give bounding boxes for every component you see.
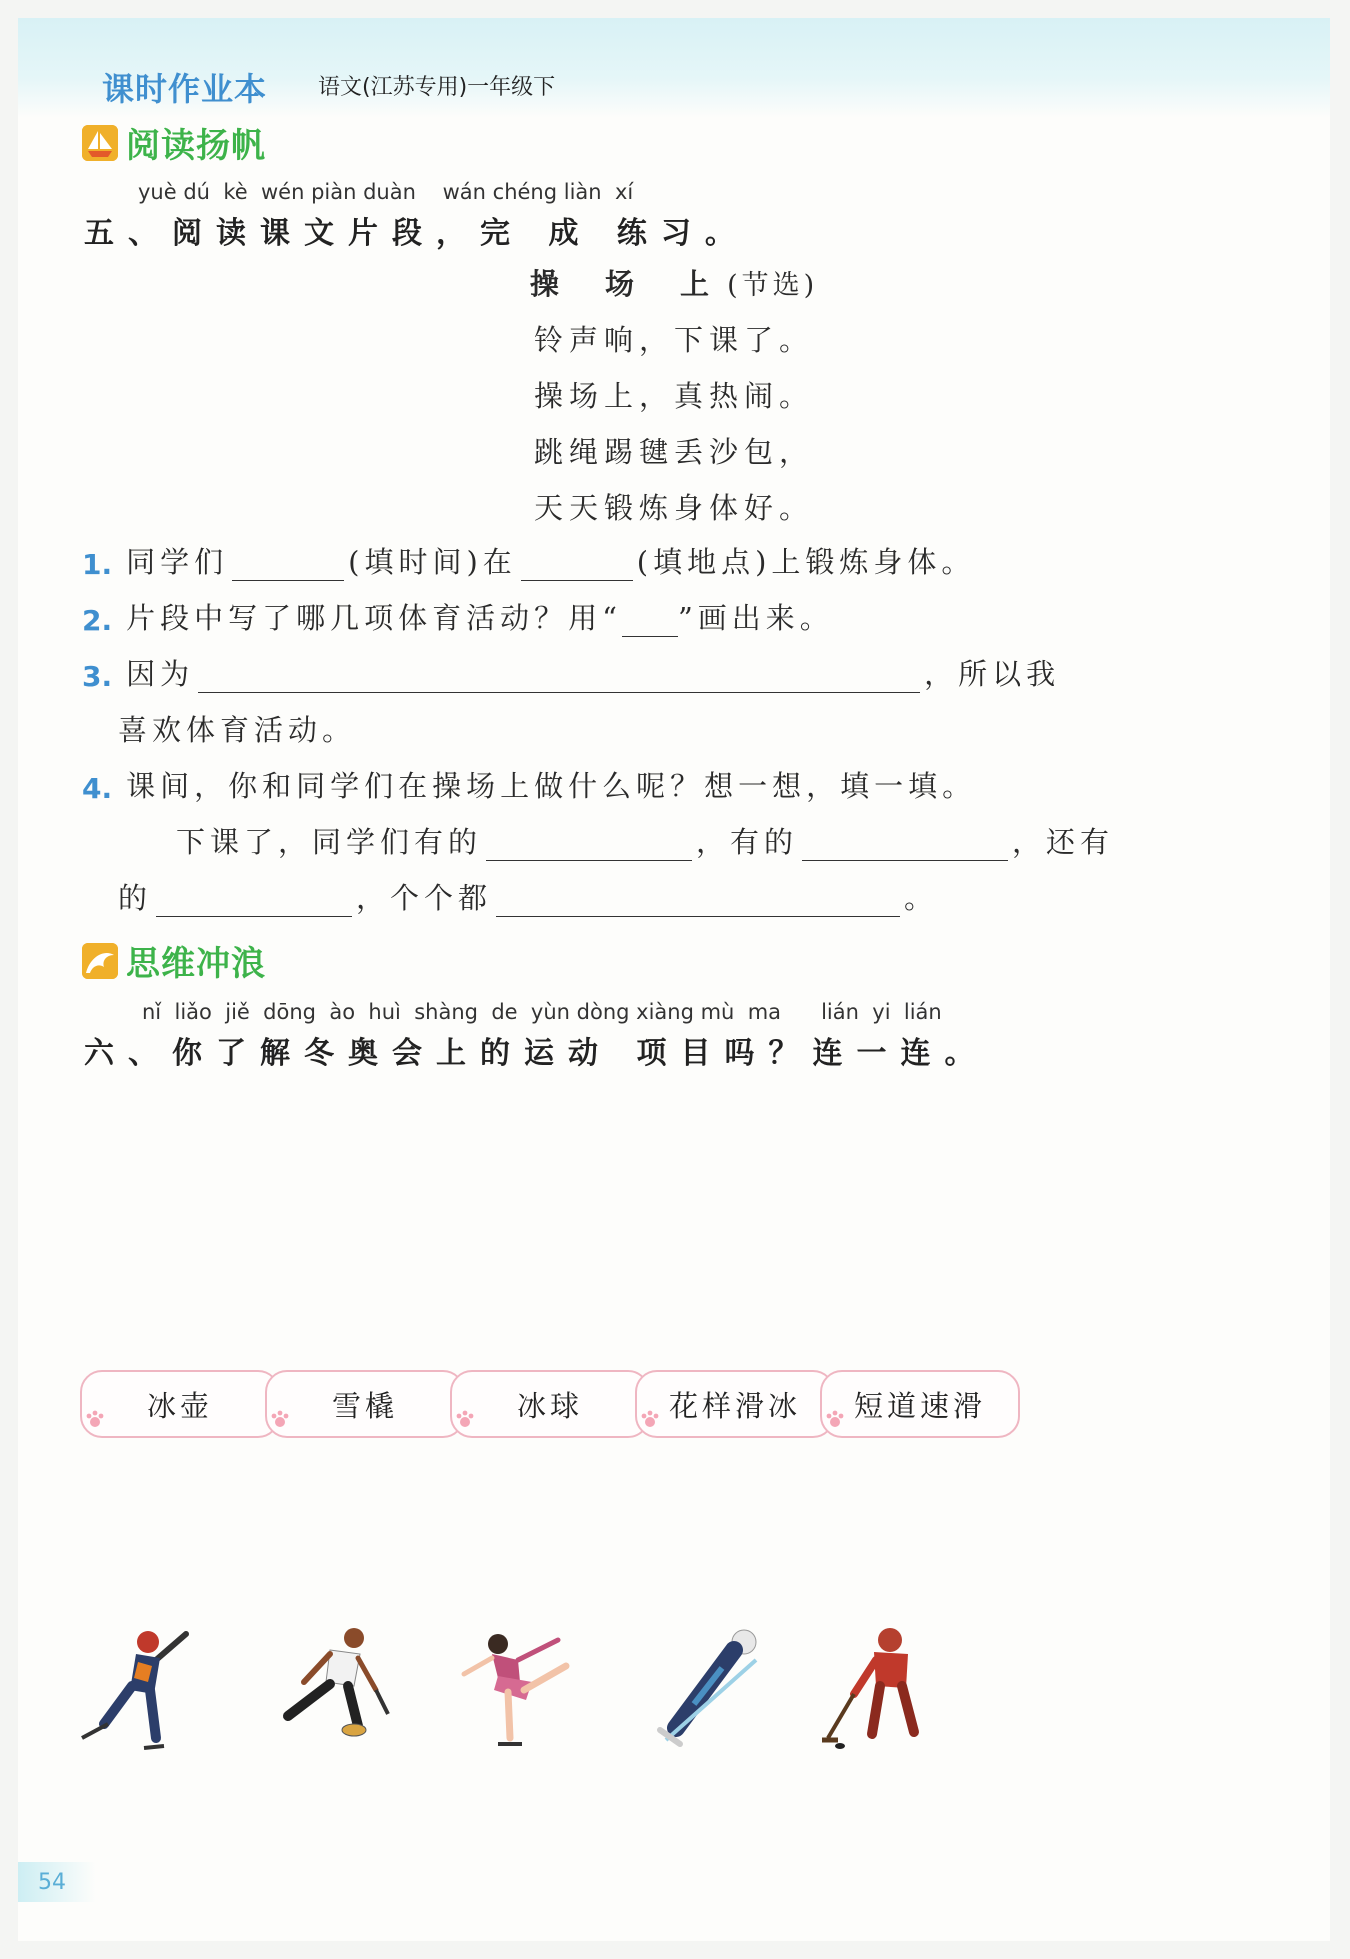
- poem-line: 天天锻炼身体好。: [533, 491, 814, 525]
- question-text: 的: [118, 881, 153, 915]
- answer-blank-activity-1[interactable]: [486, 830, 692, 861]
- question-number: 1.: [82, 548, 113, 581]
- question5-pinyin: yuè dú kè wén piàn duàn wán chéng liàn xí: [138, 180, 634, 204]
- question-3: [82, 652, 1060, 693]
- question-2: [82, 596, 834, 637]
- poem-line: 跳绳踢毽丢沙包，: [533, 435, 814, 469]
- figure-skater-icon[interactable]: [448, 1620, 588, 1760]
- paw-icon: [824, 1408, 846, 1430]
- question-text: 下课了，同学们有的: [176, 825, 483, 859]
- question-text: ，所以我: [924, 657, 1061, 691]
- poem-title: [18, 262, 1330, 303]
- header-band: [18, 18, 1330, 118]
- option-ice-hockey[interactable]: [450, 1370, 650, 1438]
- paw-icon: [269, 1408, 291, 1430]
- question-4: [82, 764, 976, 805]
- option-short-track[interactable]: [820, 1370, 1020, 1438]
- answer-blank-feeling[interactable]: [496, 886, 900, 917]
- wave-icon: [82, 943, 118, 979]
- option-curling[interactable]: [80, 1370, 280, 1438]
- paw-icon: [84, 1408, 106, 1430]
- answer-blank-time[interactable]: [232, 550, 344, 581]
- option-label: 短道速滑: [853, 1388, 986, 1423]
- poem-title-note: (节选): [727, 270, 819, 301]
- section-thinking-title: 思维冲浪: [126, 944, 266, 984]
- luge-slider-icon[interactable]: [636, 1620, 776, 1760]
- question-text: 片段中写了哪几项体育活动？用“: [126, 601, 622, 635]
- option-label: 花样滑冰: [668, 1388, 801, 1423]
- answer-blank-place[interactable]: [521, 550, 633, 581]
- question-3-cont: [118, 708, 356, 749]
- question-text: (填地点)上锻炼身体。: [636, 545, 976, 579]
- workbook-page: [18, 18, 1330, 1941]
- question-text: 同学们: [126, 545, 229, 579]
- poem-line: 铃声响，下课了。: [533, 323, 814, 357]
- question6-title: 六、你了解冬奥会上的运动 项目吗？连一连。: [84, 1036, 989, 1071]
- underline-mark: [622, 606, 678, 637]
- section-thinking-head: [82, 936, 266, 985]
- answer-blank-reason[interactable]: [198, 662, 920, 693]
- question6-pinyin: nǐ liǎo jiě dōng ào huì shàng de yùn dòng xiàng mù ma lián yi lián: [142, 1000, 942, 1024]
- poem-line: 操场上，真热闹。: [533, 379, 814, 413]
- paw-icon: [454, 1408, 476, 1430]
- page-number: 54: [18, 1862, 96, 1902]
- book-subtitle: 语文(江苏专用)一年级下: [318, 75, 556, 100]
- option-label: 雪橇: [331, 1388, 398, 1423]
- paw-icon: [639, 1408, 661, 1430]
- question-text: ”画出来。: [677, 601, 834, 635]
- question-text: 喜欢体育活动。: [118, 713, 357, 747]
- question-text: (填时间)在: [348, 545, 517, 579]
- question-number: 2.: [82, 604, 113, 637]
- question-number: 4.: [82, 772, 113, 805]
- curling-player-icon[interactable]: [268, 1620, 408, 1760]
- question-text: ，还有: [1012, 825, 1115, 859]
- question-1: [82, 540, 975, 581]
- brand-title: 课时作业本: [102, 70, 268, 108]
- section-reading-head: [82, 118, 266, 167]
- question-4-line3: [118, 876, 938, 917]
- question-text: 课间，你和同学们在操场上做什么呢？想一想，填一填。: [126, 769, 977, 803]
- question-text: ，有的: [696, 825, 799, 859]
- question-text: 。: [904, 881, 939, 915]
- answer-blank-activity-2[interactable]: [802, 830, 1008, 861]
- question-text: ，个个都: [356, 881, 493, 915]
- ice-hockey-player-icon[interactable]: [818, 1620, 958, 1760]
- section-reading-title: 阅读扬帆: [126, 126, 266, 166]
- poem-title-text: 操 场 上: [529, 267, 728, 301]
- answer-blank-activity-3[interactable]: [156, 886, 352, 917]
- short-track-skater-icon[interactable]: [78, 1620, 218, 1760]
- option-label: 冰球: [516, 1388, 583, 1423]
- option-label: 冰壶: [146, 1388, 213, 1423]
- option-figure-skating[interactable]: [635, 1370, 835, 1438]
- sailboat-icon: [82, 125, 118, 161]
- question-text: 因为: [126, 657, 195, 691]
- question5-title: 五、阅读课文片段，完 成 练习。: [84, 216, 749, 251]
- question-4-line2: [176, 820, 1114, 861]
- option-luge[interactable]: [265, 1370, 465, 1438]
- question-number: 3.: [82, 660, 113, 693]
